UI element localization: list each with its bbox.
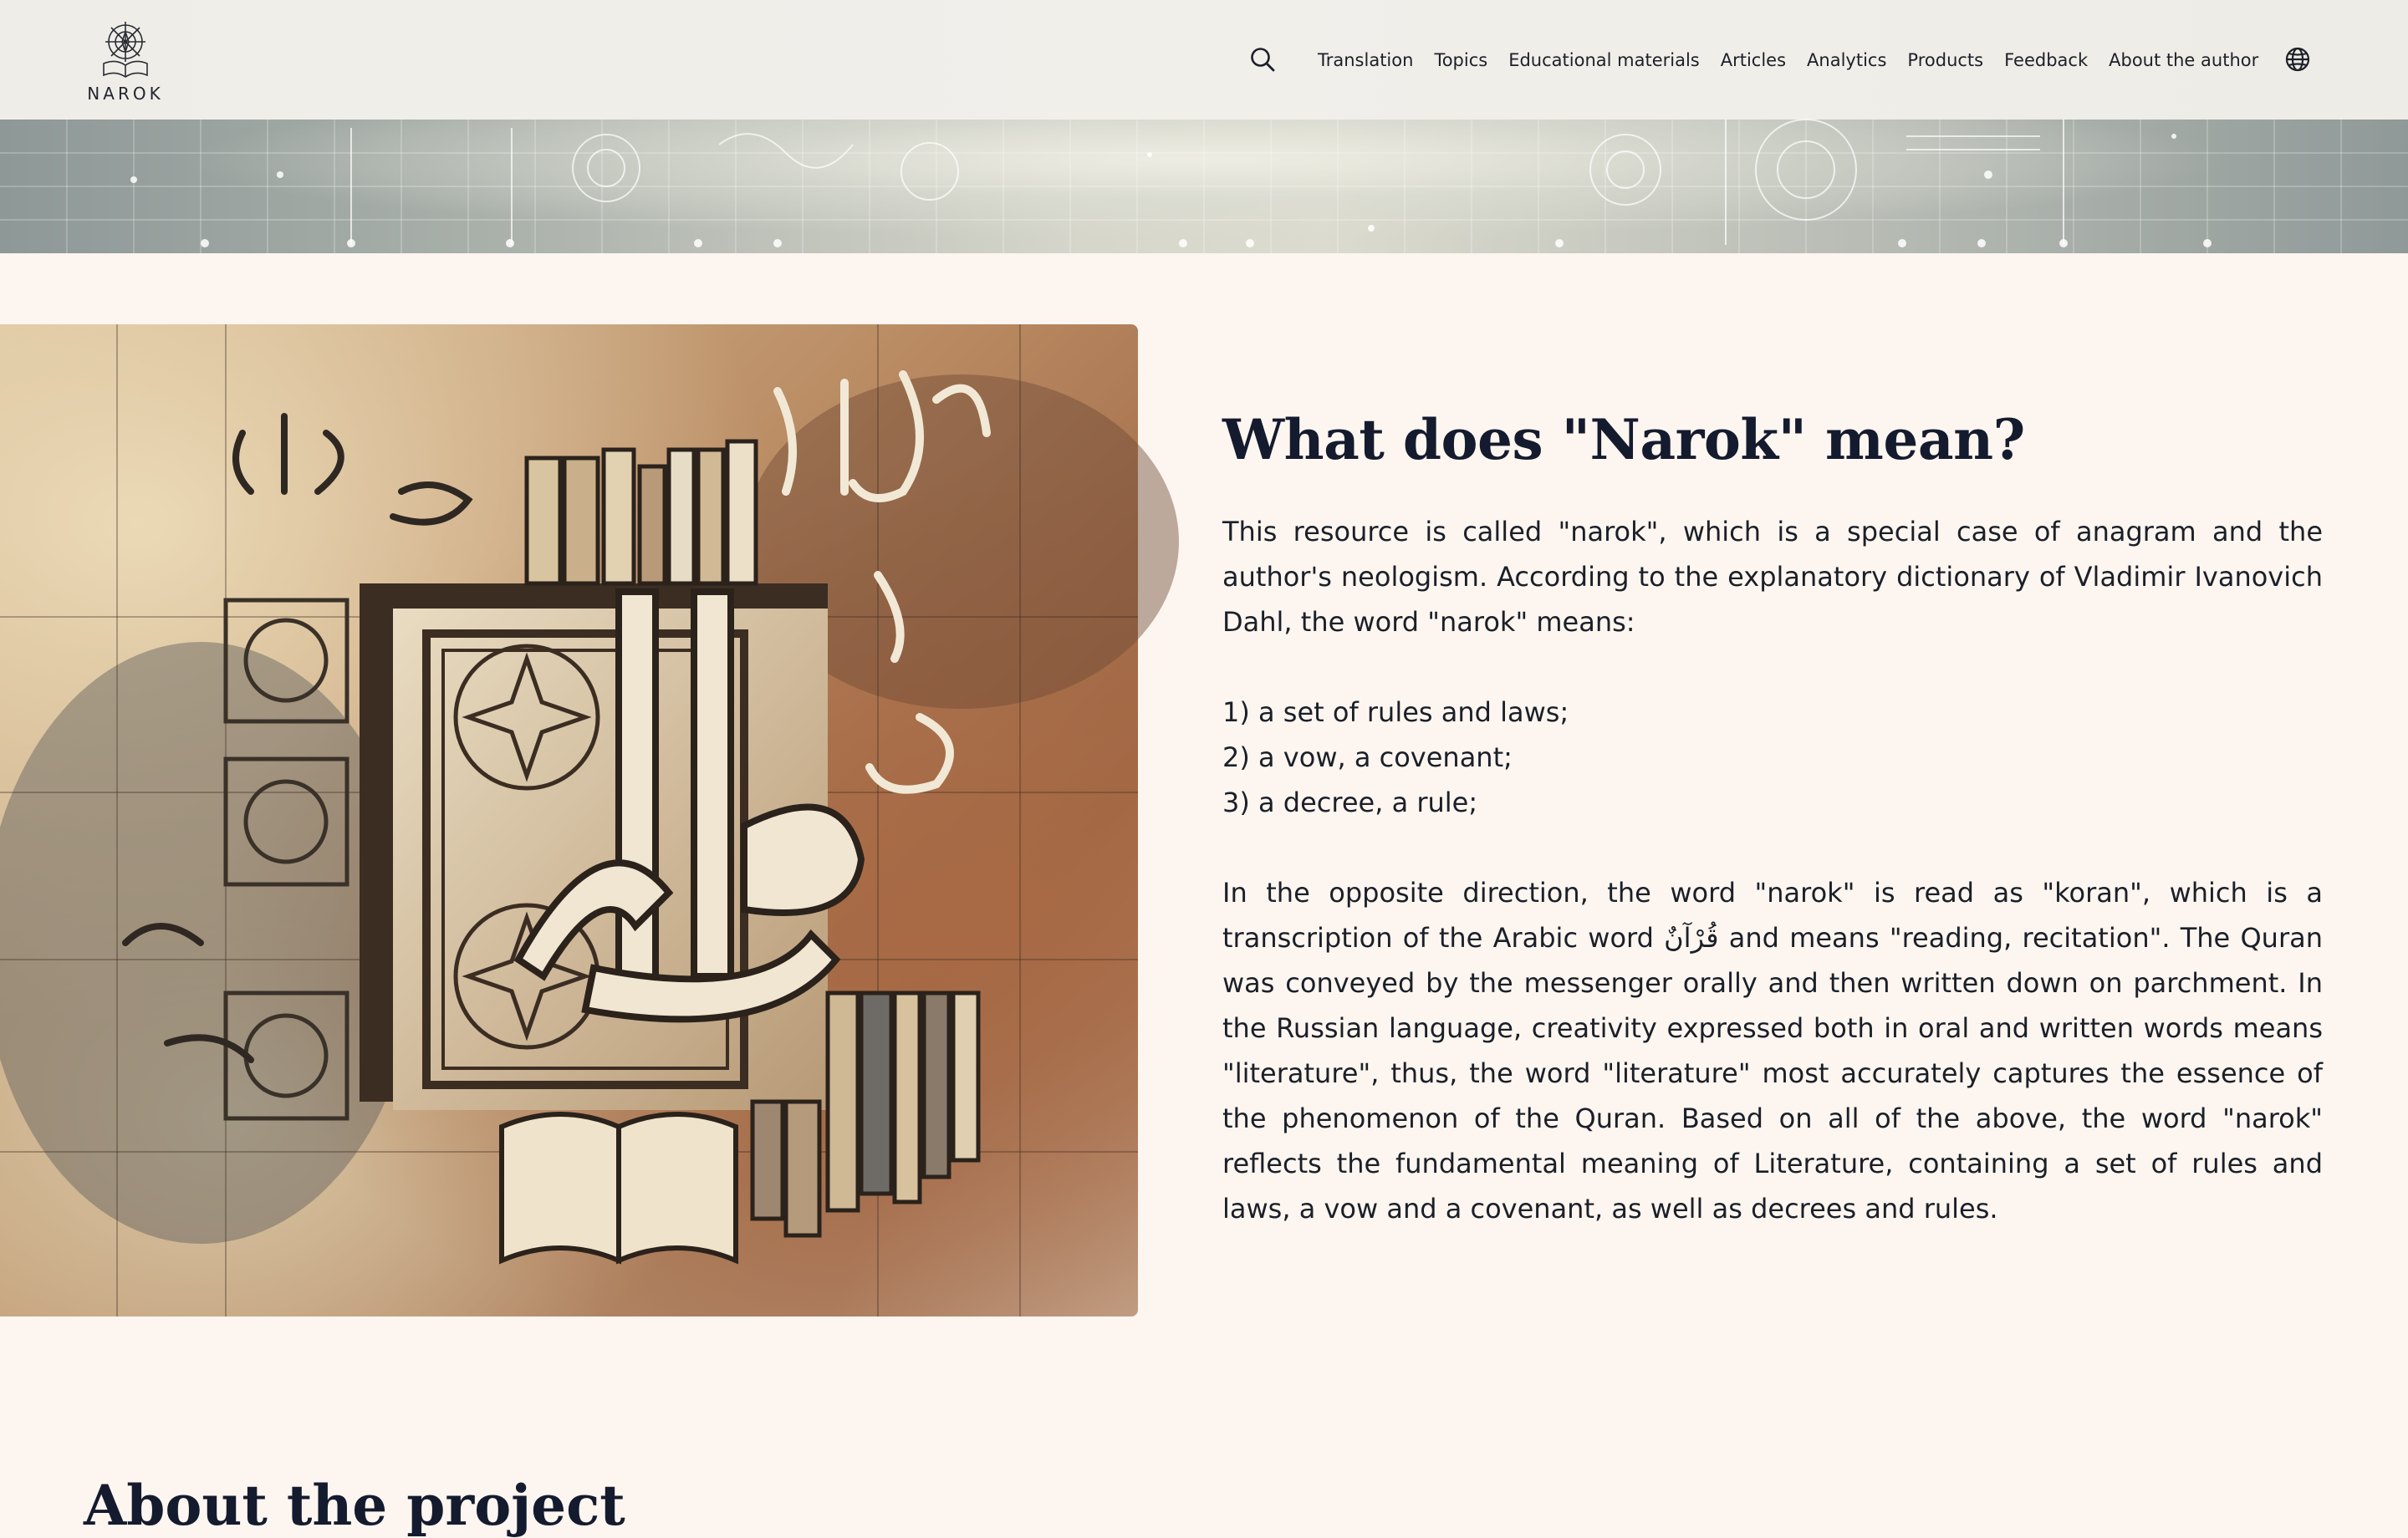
list-item: 3) a decree, a rule; <box>1222 786 1478 818</box>
nav-item-feedback[interactable]: Feedback <box>2004 49 2089 70</box>
section-title: What does "Narok" mean? <box>1222 407 2025 472</box>
nav-item-translation[interactable]: Translation <box>1318 49 1414 70</box>
narok-meaning-section <box>1222 407 2324 1231</box>
logo-icon <box>95 17 156 82</box>
intro-paragraph: This resource is called "narok", which is a special case of anagram and the author's neologism. According to the explanatory dictionary of Vladimir Ivanovich Dahl, the word "narok" means: <box>1222 515 2323 638</box>
banner-pattern <box>0 120 2408 253</box>
header-banner <box>0 120 2408 253</box>
logo-text: NAROK <box>87 84 164 104</box>
body-paragraph: In the opposite direction, the word "narok" is read as "koran", which is a transcription of the Arabic word قُرْآنٌ and means "reading, recitation". The Quran was conveyed by the messenger orally and then written down on parchment. In the Russian language, creativity expressed both in oral and written words means "literature", thus, the word "literature" most accurately captures the essence of the phenomenon of the Quran. Based on all of the above, the word "narok" reflects the fundamental meaning of Literature, containing a set of rules and laws, a vow and a covenant, as well as decrees and rules. <box>1222 876 2324 1225</box>
illustration-art <box>0 324 1138 1316</box>
nav-item-topics[interactable]: Topics <box>1434 49 1488 70</box>
nav-item-about-the-author[interactable]: About the author <box>2109 49 2259 70</box>
list-item: 2) a vow, a covenant; <box>1222 741 1513 773</box>
main-nav <box>1318 0 2279 120</box>
quran-calligraphy-illustration <box>0 324 1138 1316</box>
nav-item-educational-materials[interactable]: Educational materials <box>1508 49 1700 70</box>
site-header <box>0 0 2408 120</box>
about-project-title: About the project <box>84 1473 625 1538</box>
list-item: 1) a set of rules and laws; <box>1222 695 1569 728</box>
search-icon[interactable] <box>1249 46 1276 73</box>
nav-item-analytics[interactable]: Analytics <box>1807 49 1887 70</box>
nav-item-products[interactable]: Products <box>1907 49 1984 70</box>
meanings-list <box>1222 690 2323 825</box>
logo[interactable] <box>84 17 167 104</box>
globe-icon[interactable] <box>2284 46 2311 73</box>
nav-item-articles[interactable]: Articles <box>1720 49 1787 70</box>
